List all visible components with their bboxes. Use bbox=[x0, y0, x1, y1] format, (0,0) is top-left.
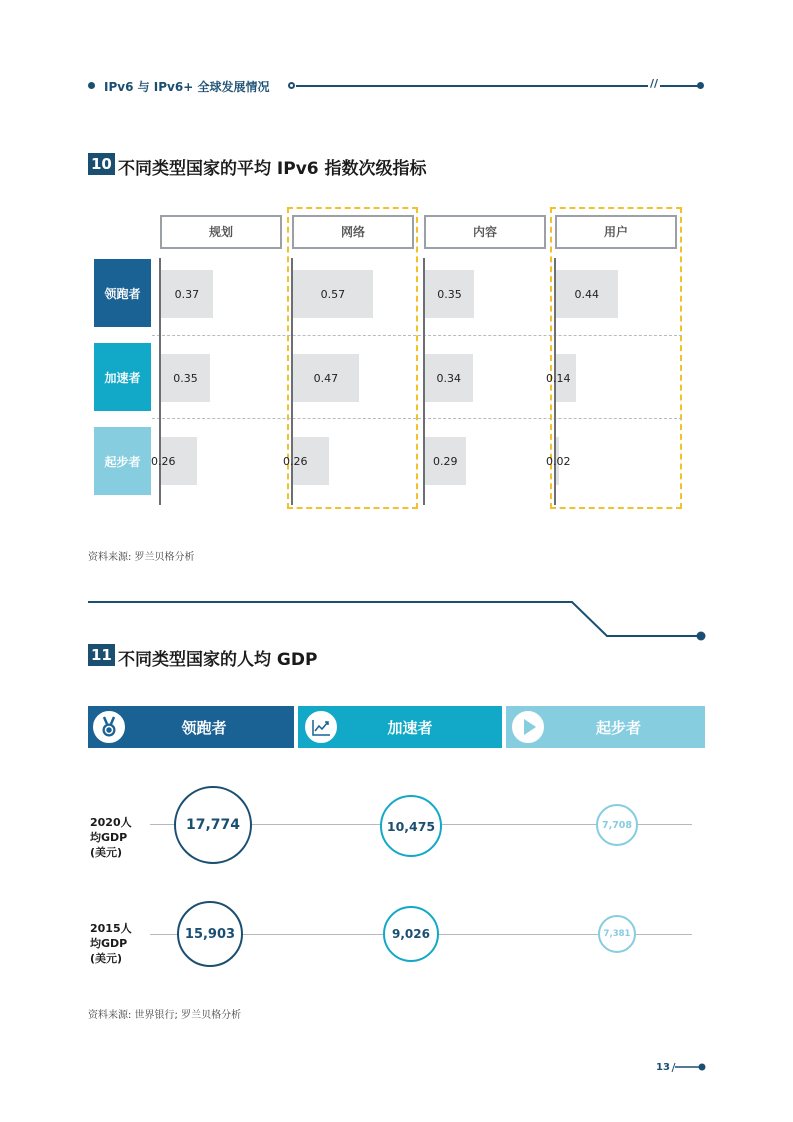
row-2020-label-line2: 均GDP bbox=[90, 831, 128, 844]
bar-value-starter-users: 0.02 bbox=[546, 455, 571, 468]
bar-value-leader-content: 0.35 bbox=[437, 288, 462, 301]
gdp-2020-leader-value: 17,774 bbox=[185, 817, 241, 833]
row-label-accelerator-text: 加速者 bbox=[104, 370, 141, 385]
row-2015-label bbox=[90, 921, 132, 966]
subindex-chart bbox=[0, 0, 793, 520]
bar-value-starter-planning: 0.26 bbox=[151, 455, 176, 468]
gdp-2020-starter-value: 7,708 bbox=[601, 819, 633, 831]
section-11-source: 资料来源: 世界银行; 罗兰贝格分析 bbox=[88, 1010, 242, 1021]
column-header-network: 网络 bbox=[292, 215, 414, 249]
row-2020-label bbox=[90, 815, 132, 860]
gdp-2015-accelerator bbox=[383, 906, 439, 962]
tab-starter bbox=[506, 706, 705, 748]
section-10-title: 不同类型国家的平均 IPv6 指数次级指标 bbox=[118, 159, 427, 179]
bar-value-accelerator-network: 0.47 bbox=[313, 372, 339, 385]
page-number-decoration bbox=[669, 1061, 709, 1073]
gdp-2020-starter bbox=[596, 804, 638, 846]
play-icon bbox=[510, 709, 546, 745]
page-number: 13 bbox=[656, 1062, 670, 1073]
gdp-2015-leader-value: 15,903 bbox=[184, 926, 236, 942]
tab-accelerator-label: 加速者 bbox=[387, 718, 433, 737]
row-label-leader-text: 领跑者 bbox=[104, 286, 141, 301]
row-label-starter-text: 起步者 bbox=[104, 454, 141, 469]
gdp-2015-starter-value: 7,381 bbox=[603, 929, 631, 939]
bar-value-starter-content: 0.29 bbox=[433, 455, 458, 468]
bar-value-leader-users: 0.44 bbox=[574, 288, 600, 301]
header-slash: // bbox=[650, 77, 659, 90]
section-11-title: 不同类型国家的人均 GDP bbox=[118, 650, 318, 670]
column-header-users: 用户 bbox=[555, 215, 677, 249]
gdp-2020-leader bbox=[174, 786, 252, 864]
gdp-2020-accelerator-value: 10,475 bbox=[386, 818, 436, 834]
tab-leader-label: 领跑者 bbox=[181, 718, 227, 737]
tab-leader bbox=[88, 706, 294, 748]
column-header-planning: 规划 bbox=[160, 215, 282, 249]
bar-value-leader-network: 0.57 bbox=[320, 288, 346, 301]
row-2015-label-line1: 2015人 bbox=[90, 922, 132, 935]
bar-value-accelerator-content: 0.34 bbox=[436, 372, 462, 385]
row-2015-label-line2: 均GDP bbox=[90, 937, 128, 950]
gdp-2015-accelerator-value: 9,026 bbox=[392, 927, 430, 941]
row-2020-label-line1: 2020人 bbox=[90, 816, 132, 829]
section-10-number: 10 bbox=[88, 153, 115, 175]
gdp-2015-starter bbox=[598, 915, 636, 953]
row-2020-label-line3: (美元) bbox=[90, 846, 123, 859]
tab-starter-label: 起步者 bbox=[595, 718, 641, 737]
bar-value-accelerator-users: 0.14 bbox=[546, 372, 571, 385]
section-11-number: 11 bbox=[88, 644, 115, 666]
chart-trend-icon bbox=[303, 709, 339, 745]
section-divider bbox=[85, 597, 710, 642]
header-title: IPv6 与 IPv6+ 全球发展情况 bbox=[104, 80, 270, 94]
bar-value-starter-network: 0.26 bbox=[283, 455, 308, 468]
gdp-2015-leader bbox=[177, 901, 243, 967]
section-10-source: 资料来源: 罗兰贝格分析 bbox=[88, 552, 195, 563]
gdp-2020-accelerator bbox=[380, 795, 442, 857]
bar-value-accelerator-planning: 0.35 bbox=[173, 372, 198, 385]
medal-icon bbox=[91, 709, 127, 745]
row-2015-label-line3: (美元) bbox=[90, 952, 123, 965]
bar-value-leader-planning: 0.37 bbox=[174, 288, 200, 301]
bars-layer bbox=[0, 0, 793, 520]
column-header-content: 内容 bbox=[424, 215, 546, 249]
tab-accelerator bbox=[298, 706, 502, 748]
